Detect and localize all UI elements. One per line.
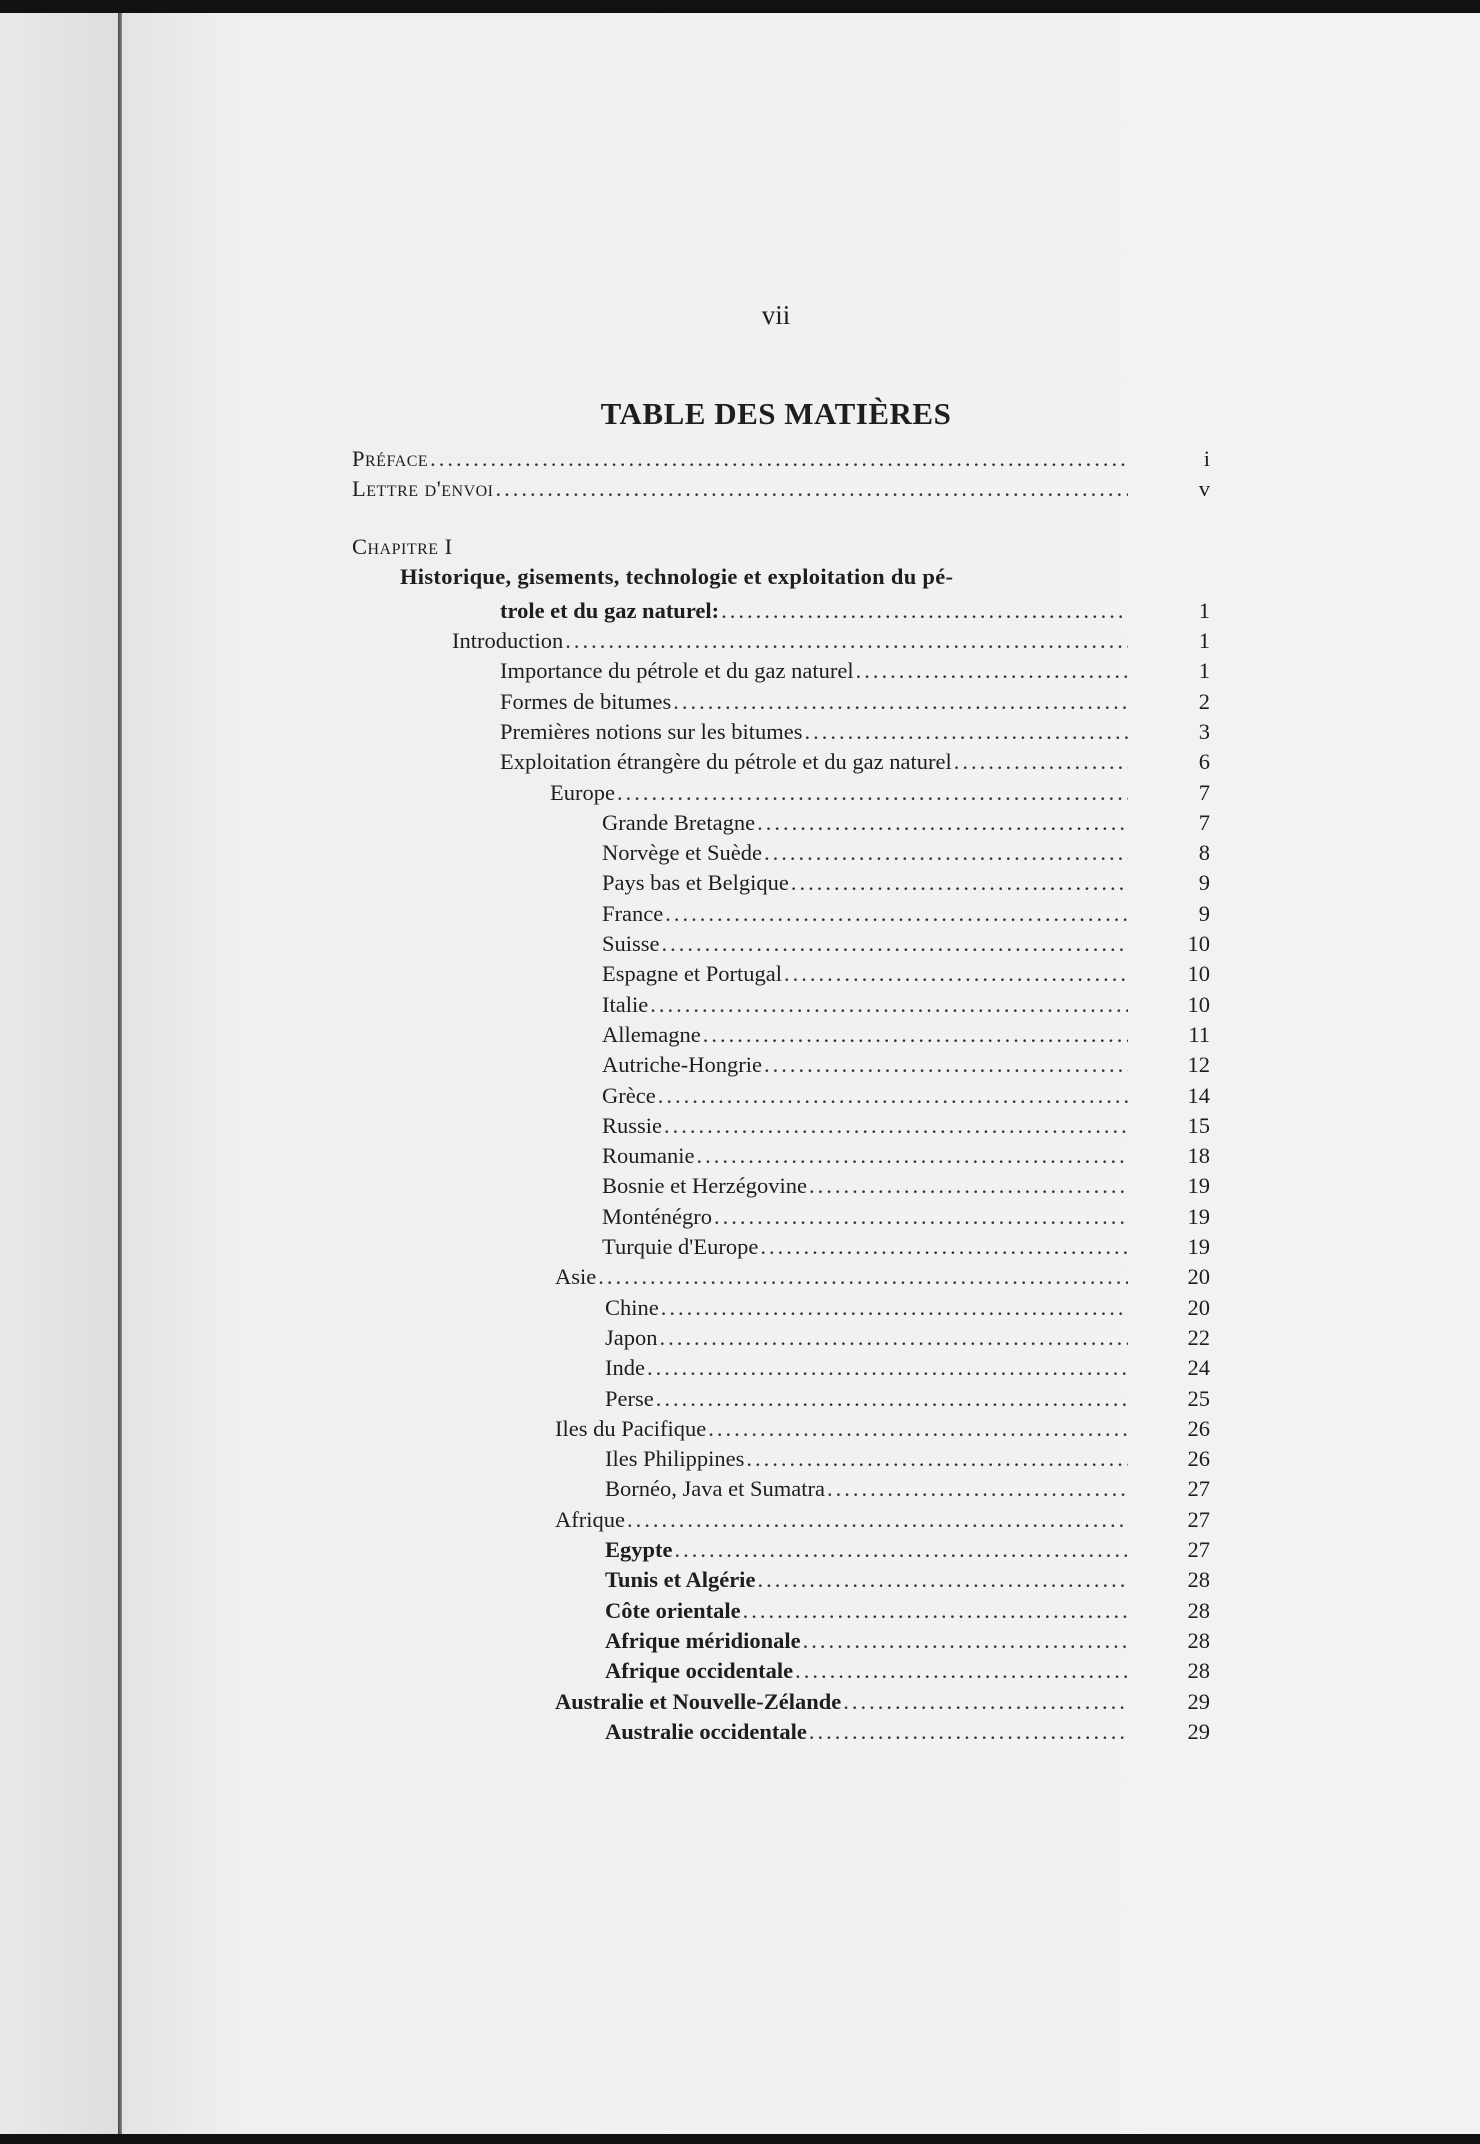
leader-dots [430, 444, 1128, 474]
toc-entry-page: 3 [1198, 718, 1210, 744]
chapter-label: Chapitre I [352, 534, 453, 559]
toc-entry[interactable] [0, 838, 1480, 868]
leader-dots [703, 1020, 1128, 1050]
toc-entry-label: Grande Bretagne [602, 809, 756, 835]
toc-entry[interactable] [0, 959, 1480, 989]
toc-entry[interactable] [0, 1444, 1480, 1474]
toc-entry-label: Russie [602, 1112, 663, 1138]
toc-entry-label: Côte orientale [605, 1597, 741, 1623]
toc-entry-label: Tunis et Algérie [605, 1567, 756, 1593]
leader-dots [658, 1081, 1128, 1111]
toc-entry-label: Iles Philippines [605, 1446, 745, 1472]
leader-dots [708, 1414, 1128, 1444]
toc-entry-page: 1 [1198, 598, 1210, 623]
leader-dots [809, 1717, 1128, 1747]
toc-entry-label: Europe [550, 779, 615, 805]
leader-dots [565, 626, 1128, 656]
page-title: TABLE DES MATIÈRES [600, 396, 952, 431]
toc-entry-page: 7 [1198, 779, 1210, 805]
toc-entry-label: Bornéo, Java et Sumatra [605, 1476, 825, 1502]
toc-entry[interactable] [0, 1565, 1480, 1595]
chapter-heading-line2: trole et du gaz naturel: [500, 598, 720, 623]
toc-entry[interactable] [0, 1474, 1480, 1504]
leader-dots [784, 959, 1128, 989]
toc-entry[interactable] [0, 1596, 1480, 1626]
leader-dots [757, 1565, 1128, 1595]
toc-entry-label: Pays bas et Belgique [602, 870, 789, 896]
toc-entry-label: Turquie d'Europe [602, 1234, 759, 1259]
toc-entry[interactable] [0, 899, 1480, 929]
leader-dots [496, 474, 1128, 504]
toc-entry[interactable] [0, 1717, 1480, 1747]
toc-entry[interactable] [0, 1535, 1480, 1565]
toc-entry-label: Inde [605, 1355, 645, 1381]
toc-entry[interactable] [0, 1626, 1480, 1656]
leader-dots [746, 1444, 1128, 1474]
toc-entry-page: 7 [1198, 809, 1210, 835]
toc-entry-page: 19 [1187, 1203, 1210, 1229]
toc-entry-label: France [602, 900, 664, 926]
toc-entry-label: Norvège et Suède [602, 840, 762, 866]
leader-dots [843, 1687, 1128, 1717]
toc-entry-page: 24 [1187, 1355, 1210, 1381]
toc-entry-page: 27 [1187, 1506, 1210, 1532]
toc-entry-page: 26 [1187, 1446, 1210, 1472]
toc-entry-label: Afrique [555, 1506, 625, 1532]
toc-entry-page: 19 [1187, 1234, 1210, 1259]
toc-entry-label: Perse [605, 1385, 654, 1411]
toc-entry-page: 2 [1198, 688, 1210, 714]
leader-dots [675, 1535, 1129, 1565]
toc-entry[interactable] [0, 1353, 1480, 1383]
leader-dots [757, 808, 1128, 838]
leader-dots [665, 899, 1128, 929]
leader-dots [856, 656, 1128, 686]
toc-entry[interactable] [0, 929, 1480, 959]
leader-dots [673, 687, 1128, 717]
toc-entry-preface[interactable] [0, 444, 1480, 474]
toc-entry-label: Importance du pétrole et du gaz naturel [500, 658, 854, 684]
toc-entry[interactable] [0, 1262, 1480, 1292]
toc-entry-label: Suisse [602, 931, 660, 956]
leader-dots [743, 1596, 1128, 1626]
toc-entry[interactable] [0, 1081, 1480, 1111]
leader-dots [791, 868, 1128, 898]
toc-entry[interactable] [0, 1293, 1480, 1323]
toc-entry-page: i [1203, 446, 1210, 471]
leader-dots [627, 1505, 1128, 1535]
leader-dots [598, 1262, 1128, 1292]
toc-entry-label: Lettre d'envoi [352, 476, 494, 501]
toc-entry-page: 9 [1198, 870, 1210, 896]
toc-entry-label: Australie et Nouvelle-Zélande [555, 1688, 842, 1714]
toc-entry-page: 27 [1187, 1476, 1210, 1502]
toc-entry-label: Italie [602, 991, 649, 1017]
toc-entry[interactable] [0, 626, 1480, 656]
toc-entry-chapter-heading[interactable] [0, 596, 1480, 626]
leader-dots [696, 1141, 1128, 1171]
toc-entry[interactable] [0, 1020, 1480, 1050]
toc-entry[interactable] [0, 1323, 1480, 1353]
leader-dots [664, 1111, 1128, 1141]
toc-entry-page: 20 [1187, 1264, 1210, 1290]
toc-entry-page: 29 [1187, 1718, 1210, 1744]
toc-entry[interactable] [0, 1202, 1480, 1232]
toc-entry-label: Allemagne [602, 1021, 701, 1047]
toc-entry-page: 29 [1187, 1688, 1210, 1714]
toc-entry-page: 19 [1187, 1173, 1210, 1199]
toc-entry[interactable] [0, 1141, 1480, 1171]
toc-entry-label: Afrique occidentale [605, 1658, 794, 1684]
toc-entry[interactable] [0, 1414, 1480, 1444]
toc-entry-page: 28 [1187, 1627, 1210, 1653]
toc-entry-page: 10 [1187, 931, 1210, 956]
toc-entry-page: 9 [1198, 900, 1210, 926]
toc-entry[interactable] [0, 1505, 1480, 1535]
toc-entry-page: 6 [1198, 749, 1210, 775]
toc-entry[interactable] [0, 687, 1480, 717]
toc-entry-page: 28 [1187, 1567, 1210, 1593]
leader-dots [617, 778, 1128, 808]
toc-entry-label: Autriche-Hongrie [602, 1052, 762, 1078]
toc-entry-page: 1 [1198, 628, 1210, 653]
leader-dots [809, 1171, 1128, 1201]
toc-entry-label: Roumanie [602, 1143, 695, 1169]
toc-entry[interactable] [0, 868, 1480, 898]
chapter-heading-line1: Historique, gisements, technologie et exploitation du pé- [400, 564, 954, 589]
toc-entry-page: 20 [1187, 1294, 1210, 1320]
toc-entry-page: 11 [1188, 1021, 1210, 1047]
toc-entry[interactable] [0, 778, 1480, 808]
leader-dots [662, 929, 1128, 959]
toc-entry-label: Grèce [602, 1082, 656, 1108]
toc-entry-page: 12 [1187, 1052, 1210, 1078]
toc-entry[interactable] [0, 1687, 1480, 1717]
toc-entry-label: Exploitation étrangère du pétrole et du gaz naturel [500, 749, 952, 775]
toc-entry-page: v [1198, 476, 1210, 501]
leader-dots [650, 990, 1128, 1020]
leader-dots [661, 1293, 1128, 1323]
toc-entry-page: 10 [1187, 961, 1210, 987]
leader-dots [721, 596, 1128, 626]
toc-entry-label: Australie occidentale [605, 1718, 807, 1744]
toc-entry-page: 26 [1187, 1415, 1210, 1441]
leader-dots [647, 1353, 1128, 1383]
toc-entry[interactable] [0, 1171, 1480, 1201]
toc-entry[interactable] [0, 1656, 1480, 1686]
toc-entry[interactable] [0, 990, 1480, 1020]
toc-entry-page: 28 [1187, 1658, 1210, 1684]
toc-entry-label: Introduction [452, 628, 564, 653]
toc-entry-label: Iles du Pacifique [555, 1415, 707, 1441]
toc-entry[interactable] [0, 1050, 1480, 1080]
toc-entry-page: 22 [1187, 1324, 1210, 1350]
leader-dots [795, 1656, 1128, 1686]
toc-entry-label: Afrique méridionale [605, 1627, 801, 1653]
toc-entry[interactable] [0, 747, 1480, 777]
leader-dots [764, 838, 1128, 868]
toc-entry-label: Asie [555, 1264, 597, 1290]
toc-entry-page: 15 [1187, 1112, 1210, 1138]
toc-entry[interactable] [0, 1384, 1480, 1414]
toc-entry-page: 27 [1187, 1537, 1210, 1562]
toc-entry-label: Japon [605, 1324, 658, 1350]
toc-entry-page: 8 [1198, 840, 1210, 866]
leader-dots [804, 717, 1128, 747]
toc-entry-label: Monténégro [602, 1203, 712, 1229]
leader-dots [760, 1232, 1128, 1262]
toc-entry[interactable] [0, 808, 1480, 838]
leader-dots [656, 1384, 1128, 1414]
toc-entry-label: Préface [352, 446, 429, 471]
toc-entry-label: Formes de bitumes [500, 688, 672, 714]
leader-dots [660, 1323, 1129, 1353]
leader-dots [714, 1202, 1128, 1232]
toc-entry-label: Espagne et Portugal [602, 961, 782, 987]
toc-entry-page: 1 [1198, 658, 1210, 684]
leader-dots [803, 1626, 1128, 1656]
toc-entry[interactable] [0, 656, 1480, 686]
toc-entry-page: 18 [1187, 1143, 1210, 1169]
toc-entry[interactable] [0, 717, 1480, 747]
toc-entry[interactable] [0, 1232, 1480, 1262]
toc-entry-label: Premières notions sur les bitumes [500, 718, 803, 744]
leader-dots [764, 1050, 1128, 1080]
toc-entry-page: 10 [1187, 991, 1210, 1017]
leader-dots [954, 747, 1128, 777]
toc-entry-label: Bosnie et Herzégovine [602, 1173, 807, 1199]
toc-entry[interactable] [0, 1111, 1480, 1141]
toc-entry-label: Chine [605, 1294, 659, 1320]
toc-entry-page: 14 [1187, 1082, 1210, 1108]
toc-entry-label: Egypte [605, 1537, 673, 1562]
page-number: vii [761, 300, 791, 330]
toc-entry-page: 28 [1187, 1597, 1210, 1623]
leader-dots [827, 1474, 1128, 1504]
toc-entry-page: 25 [1187, 1385, 1210, 1411]
toc-entry-lettre-envoi[interactable] [0, 474, 1480, 504]
